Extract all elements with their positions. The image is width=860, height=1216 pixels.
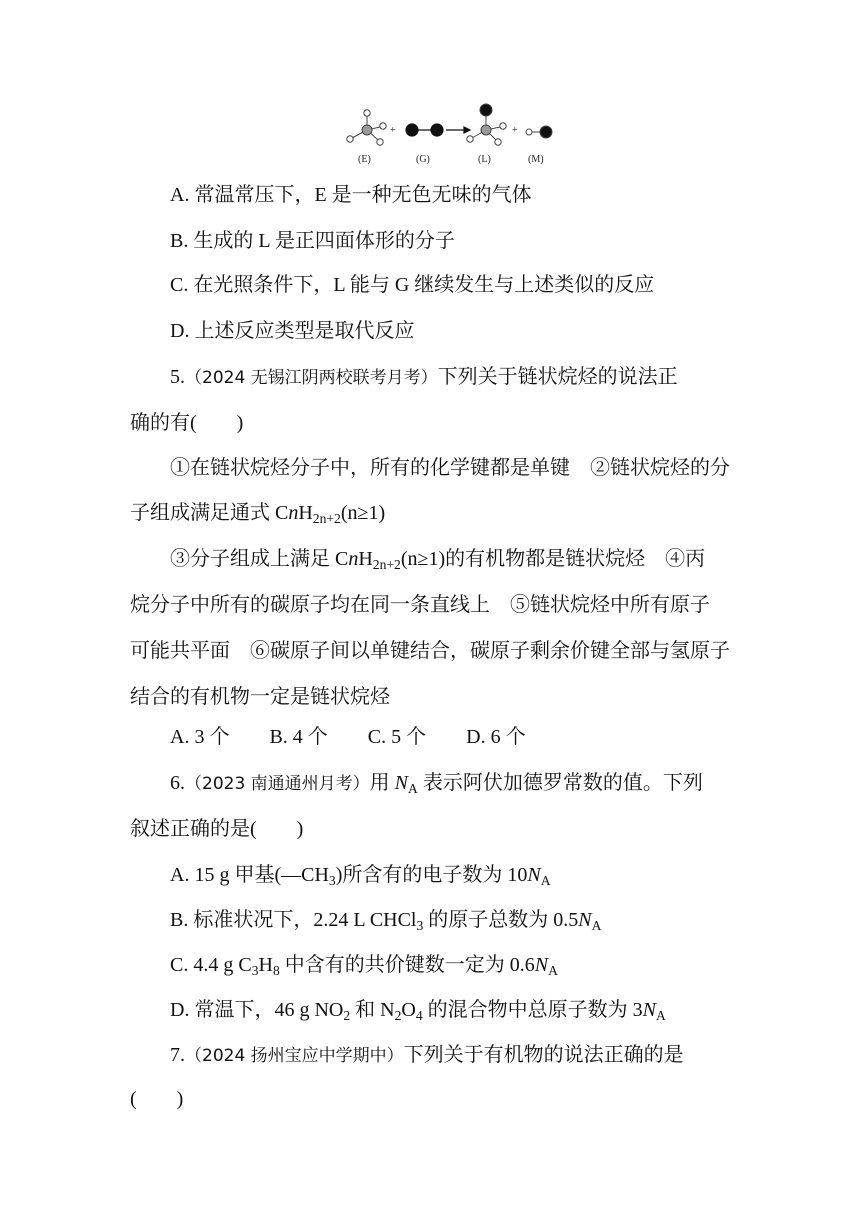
q6-option-d-sub2: 2 <box>394 1007 402 1023</box>
q5-stem-line1 <box>170 364 730 391</box>
label-l: (L) <box>478 154 491 165</box>
q6-stem-pre: 用 <box>369 772 395 794</box>
q4-option-b: B. 生成的 L 是正四面体形的分子 <box>170 230 455 252</box>
q5-stem: 下列关于链状烷烃的说法正 <box>437 366 678 388</box>
q5-options <box>170 724 526 750</box>
na-sub: A <box>408 780 418 796</box>
q5-source: （2024 无锡江阴两校联考月考） <box>185 368 438 388</box>
label-e: (E) <box>358 154 371 165</box>
formula-tail: (n≥1) <box>340 502 386 524</box>
plus-sign-1: + <box>390 125 396 136</box>
na-symbol: N <box>534 954 549 976</box>
label-m: (M) <box>528 154 544 165</box>
q5-statement-3-post: 的有机物都是链状烷烃 ④丙 <box>445 548 706 570</box>
q4-option-a: A. 常温常压下，E 是一种无色无味的气体 <box>170 184 532 206</box>
q6-option-d-sub3: 4 <box>415 1007 423 1023</box>
q5-statement-6: 结合的有机物一定是链状烷烃 <box>130 686 390 708</box>
reaction-diagram <box>340 100 560 170</box>
q6-option-c <box>170 952 558 978</box>
na-symbol: N <box>527 864 541 886</box>
formula-n: n <box>348 548 359 570</box>
na-symbol: N <box>642 999 656 1021</box>
label-g: (G) <box>416 154 430 165</box>
na-sub: A <box>540 872 551 888</box>
q6-option-d-mid2: O <box>401 999 416 1021</box>
na-sub: A <box>591 917 602 933</box>
q6-option-b-post: 的原子总数为 0.5 <box>423 909 579 931</box>
q6-option-d-pre: D. 常温下，46 g NO <box>170 999 344 1021</box>
q6-option-d <box>170 997 666 1023</box>
q6-option-c-sub1: 3 <box>251 962 259 978</box>
q5-statement-3: ③分子组成上满足 CnH$_{2n+2}$(n≥1)的有机物都是链状烷烃 ④丙 <box>170 548 706 572</box>
q7-stem-line1 <box>170 1042 730 1069</box>
na-sub: A <box>548 962 558 978</box>
q6-source: （2023 南通通州月考） <box>185 774 370 794</box>
na-sub: A <box>655 1007 666 1023</box>
formula-tail: (n≥1) <box>400 548 446 570</box>
q5-stem-line2: 确的有( ) <box>130 412 244 434</box>
q4-option-d: D. 上述反应类型是取代反应 <box>170 320 415 342</box>
q6-option-a-post: )所含有的电子数为 10 <box>335 864 528 886</box>
q7-stem: 下列关于有机物的说法正确的是 <box>403 1044 684 1066</box>
q6-option-d-mid1: 和 N <box>350 999 395 1021</box>
q6-stem-line2: 叙述正确的是( ) <box>130 818 304 840</box>
q5-statement-4: 烷分子中所有的碳原子均在同一条直线上 ⑤链状烷烃中所有原子 <box>130 594 710 616</box>
q5-statement-2-text: 子组成满足通式 C <box>130 502 289 524</box>
q6-stem-post: 表示阿伏加德罗常数的值。下列 <box>417 772 703 794</box>
q7-stem-line2: ( ) <box>130 1088 184 1110</box>
q5-statement-1: ①在链状烷烃分子中，所有的化学键都是单键 ②链状烷烃的分 <box>170 457 730 479</box>
q5-option-d: D. 6 个 <box>466 726 526 748</box>
q5-statement-5: 可能共平面 ⑥碳原子间以单键结合，碳原子剩余价键全部与氢原子 <box>130 640 730 662</box>
q5-statement-2: 子组成满足通式 CnH$_{2n+2}$(n≥1) <box>130 502 386 526</box>
q7-number: 7. <box>170 1044 185 1066</box>
plus-sign-2: + <box>512 125 518 136</box>
q6-option-c-post: 中含有的共价键数一定为 0.6 <box>279 954 535 976</box>
formula-sub: 2n+2 <box>312 510 341 526</box>
q6-option-b-sub: 3 <box>416 917 424 933</box>
na-symbol: N <box>394 772 409 794</box>
q6-option-a-pre: A. 15 g 甲基(—CH <box>170 864 329 886</box>
q6-option-b <box>170 907 601 933</box>
q6-option-d-post: 的混合物中总原子数为 3 <box>422 999 643 1021</box>
q5-statement-3-pre: ③分子组成上满足 C <box>170 548 349 570</box>
q6-option-c-pre: C. 4.4 g C <box>170 954 252 976</box>
q6-option-a-sub: 3 <box>328 872 336 888</box>
molecule-l <box>467 104 506 145</box>
arrow-icon <box>446 127 470 133</box>
q5-option-a: A. 3 个 <box>170 726 230 748</box>
q6-number: 6. <box>170 772 185 794</box>
molecule-m <box>526 126 552 138</box>
formula-n: n <box>288 502 299 524</box>
q5-option-b: B. 4 个 <box>269 726 328 748</box>
q6-option-d-sub1: 2 <box>343 1007 351 1023</box>
molecule-e <box>347 110 386 145</box>
q7-source: （2024 扬州宝应中学期中） <box>185 1046 404 1066</box>
q5-option-c: C. 5 个 <box>367 726 427 748</box>
q6-stem-line1 <box>170 770 730 797</box>
q5-number: 5. <box>170 366 185 388</box>
q6-option-c-mid: H <box>258 954 273 976</box>
q4-option-c: C. 在光照条件下，L 能与 G 继续发生与上述类似的反应 <box>170 274 655 296</box>
q6-option-a <box>170 862 551 888</box>
q6-option-b-pre: B. 标准状况下，2.24 L CHCl <box>170 909 417 931</box>
formula-sub: 2n+2 <box>372 556 401 572</box>
molecule-g <box>406 124 443 136</box>
q6-option-c-sub2: 8 <box>272 962 280 978</box>
na-symbol: N <box>578 909 592 931</box>
